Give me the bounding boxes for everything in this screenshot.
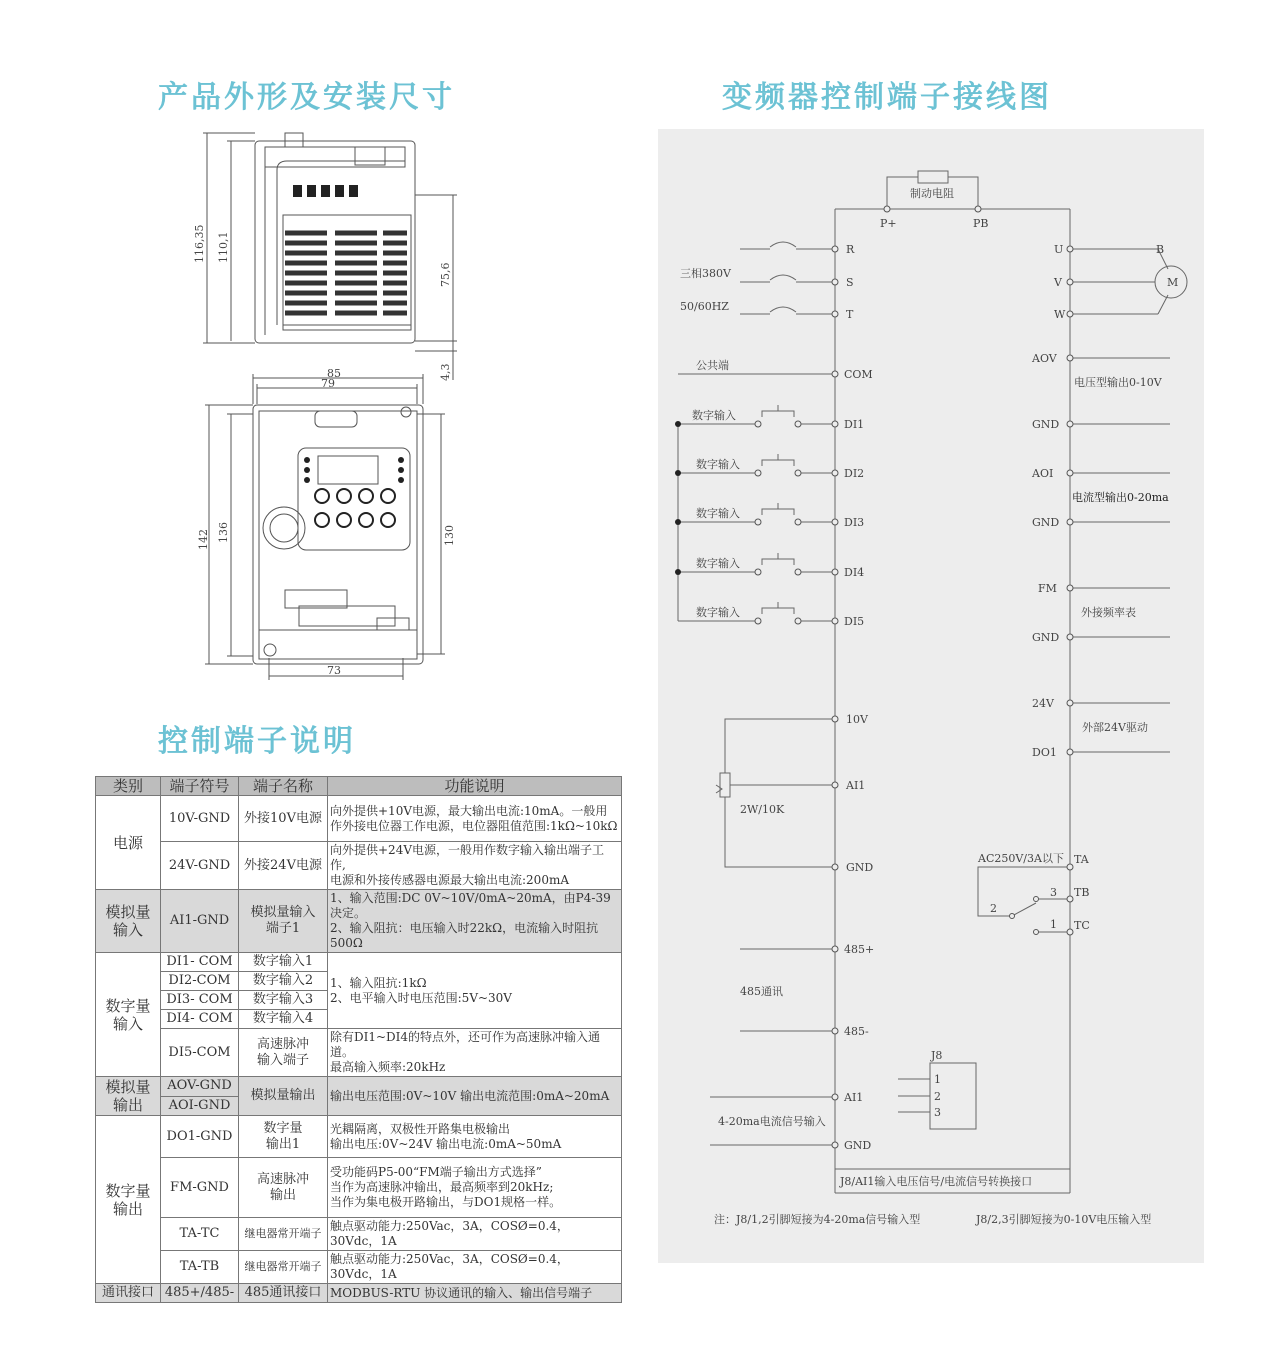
label-digital-input-1: 数字输入 [692, 409, 736, 422]
label-ta: TA [1074, 853, 1089, 866]
dimensions-title: 产品外形及安装尺寸 [158, 80, 455, 115]
sym-di4: DI4- COM [161, 1010, 239, 1029]
sym-ta-tc: TA-TC [161, 1218, 239, 1251]
desc-10v: 向外提供+10V电源，最大输出电流:10mA。一般用 作外接电位器工作电源，电位器阻值范围:1kΩ~10kΩ [328, 796, 622, 842]
label-485-minus: 485- [844, 1025, 869, 1038]
desc-di5: 除有DI1~DI4的特点外，还可作为高速脉冲输入通道。 最高输入频率:20kHz [328, 1029, 622, 1077]
table-row [96, 796, 622, 842]
label-j8-pin-3: 3 [934, 1106, 941, 1119]
label-relay-3: 3 [1050, 886, 1057, 899]
label-digital-input-5: 数字输入 [696, 606, 740, 619]
label-j8-pin-2: 2 [934, 1090, 941, 1103]
dim-136: 136 [217, 522, 230, 543]
desc-ta-tc: 触点驱动能力:250Vac，3A，COSØ=0.4，30Vdc，1A [328, 1218, 622, 1251]
name-ai1: 模拟量输入 端子1 [239, 890, 328, 953]
name-di1: 数字输入1 [239, 953, 328, 972]
dim-75-6: 75,6 [439, 262, 452, 287]
label-relay-rating: AC250V/3A以下 [978, 852, 1064, 865]
sym-aov: AOV-GND [161, 1077, 239, 1097]
cat-digital-in: 数字量 输入 [96, 953, 161, 1077]
name-ao: 模拟量输出 [239, 1077, 328, 1116]
name-24v: 外接24V电源 [239, 842, 328, 890]
sym-24v: 24V-GND [161, 842, 239, 890]
label-di4: DI4 [844, 566, 865, 579]
label-aov: AOV [1032, 352, 1057, 365]
name-di2: 数字输入2 [239, 972, 328, 991]
dim-110-1: 110,1 [217, 231, 230, 263]
label-gnd-2: GND [1032, 516, 1060, 529]
label-p-plus: P+ [880, 217, 897, 230]
dim-73: 73 [327, 664, 341, 677]
sym-ai1: AI1-GND [161, 890, 239, 953]
label-u: U [1054, 243, 1064, 256]
dim-130: 130 [443, 525, 456, 546]
label-r: R [846, 243, 855, 256]
sym-fm: FM-GND [161, 1158, 239, 1218]
sym-ta-tb: TA-TB [161, 1251, 239, 1284]
label-pot: 2W/10K [740, 803, 785, 816]
desc-24v: 向外提供+24V电源，一般用作数字输入输出端子工作, 电源和外接传感器电源最大输出电流:200mA [328, 842, 622, 890]
desc-ai1: 1、输入范围:DC 0V~10V/0mA~20mA，由P4-39决定。 2、输入阻抗：电压输入时22kΩ，电流输入时阻抗500Ω [328, 890, 622, 953]
terminal-table [95, 776, 622, 1303]
note-2: J8/2,3引脚短接为0-10V电压输入型 [976, 1213, 1152, 1226]
header-function: 功能说明 [328, 777, 622, 796]
label-485: 485通讯 [740, 985, 783, 998]
dim-85: 85 [327, 368, 341, 380]
cat-comm: 通讯接口 [96, 1284, 161, 1303]
label-fm: FM [1038, 582, 1057, 595]
table-row [96, 1077, 622, 1097]
label-v: V [1054, 276, 1062, 289]
label-com: COM [844, 368, 873, 381]
sym-10v: 10V-GND [161, 796, 239, 842]
label-di1: DI1 [844, 418, 865, 431]
cat-analog-in: 模拟量 输入 [96, 890, 161, 953]
table-row [96, 1218, 622, 1251]
dim-4-3: 4,3 [439, 363, 452, 381]
name-10v: 外接10V电源 [239, 796, 328, 842]
sym-di3: DI3- COM [161, 991, 239, 1010]
top-view-drawing [185, 125, 475, 390]
label-w: W [1054, 308, 1066, 321]
label-j8: J8 [931, 1049, 943, 1062]
sym-di2: DI2-COM [161, 972, 239, 991]
label-common: 公共端 [696, 359, 729, 372]
label-current-input: 4-20ma电流信号输入 [718, 1115, 826, 1128]
label-ai1: AI1 [846, 779, 866, 792]
name-do1: 数字量 输出1 [239, 1116, 328, 1158]
desc-ta-tb: 触点驱动能力:250Vac，3A，COSØ=0.4，30Vdc，1A [328, 1251, 622, 1284]
label-t: T [846, 308, 854, 321]
label-do1: DO1 [1032, 746, 1057, 759]
desc-do1: 光耦隔离，双极性开路集电极输出 输出电压:0V~24V 输出电流:0mA~50mA [328, 1116, 622, 1158]
name-ta-tb: 继电器常开端子 [239, 1251, 328, 1284]
name-485: 485通讯接口 [239, 1284, 328, 1303]
wiring-diagram [658, 129, 1204, 1263]
cat-digital-out: 数字量 输出 [96, 1116, 161, 1284]
table-row [96, 1251, 622, 1284]
name-ta-tc: 继电器常开端子 [239, 1218, 328, 1251]
sym-aoi: AOI-GND [161, 1096, 239, 1116]
label-relay-2: 2 [990, 902, 997, 915]
label-gnd-5: GND [844, 1139, 872, 1152]
label-three-phase: 三相380V [680, 267, 731, 280]
table-row [96, 1158, 622, 1218]
label-tb: TB [1074, 886, 1090, 899]
sym-di1: DI1- COM [161, 953, 239, 972]
label-b: B [1156, 243, 1165, 256]
label-freq: 50/60HZ [680, 300, 729, 313]
table-row [96, 1116, 622, 1158]
sym-di5: DI5-COM [161, 1029, 239, 1077]
label-di3: DI3 [844, 516, 865, 529]
desc-fm: 受功能码P5-00“FM端子输出方式选择” 当作为高速脉冲输出，最高频率到20kHz; 当作为集电极开路输出，与DO1规格一样。 [328, 1158, 622, 1218]
dim-142: 142 [197, 529, 210, 550]
table-row [96, 953, 622, 972]
label-digital-input-2: 数字输入 [696, 458, 740, 471]
name-di4: 数字输入4 [239, 1010, 328, 1029]
label-gnd-3: GND [1032, 631, 1060, 644]
label-485-plus: 485+ [844, 943, 875, 956]
header-name: 端子名称 [239, 777, 328, 796]
name-di5: 高速脉冲 输入端子 [239, 1029, 328, 1077]
table-row [96, 842, 622, 890]
label-relay-1: 1 [1050, 918, 1057, 931]
label-s: S [846, 276, 854, 289]
cat-power: 电源 [96, 796, 161, 890]
name-fm: 高速脉冲 输出 [239, 1158, 328, 1218]
label-j8-desc: J8/AI1输入电压信号/电流信号转换接口 [840, 1175, 1033, 1188]
cat-analog-out: 模拟量 输出 [96, 1077, 161, 1116]
motor-icon: M [1167, 276, 1179, 289]
label-10v: 10V [846, 713, 868, 726]
label-aoi-desc: 电流型输出0-20ma [1072, 491, 1169, 504]
label-gnd-4: GND [846, 861, 874, 874]
table-row [96, 1029, 622, 1077]
label-j8-pin-1: 1 [934, 1073, 941, 1086]
table-header-row [96, 777, 622, 796]
wiring-title: 变频器控制端子接线图 [722, 80, 1052, 115]
label-aoi: AOI [1032, 467, 1054, 480]
label-24v: 24V [1032, 697, 1054, 710]
desc-485: MODBUS-RTU 协议通讯的输入、输出信号端子 [328, 1284, 622, 1303]
label-digital-input-4: 数字输入 [696, 557, 740, 570]
name-di3: 数字输入3 [239, 991, 328, 1010]
dim-116-35: 116,35 [193, 224, 206, 263]
desc-di: 1、输入阻抗:1kΩ 2、电平输入时电压范围:5V~30V [328, 953, 622, 1029]
label-fm-desc: 外接频率表 [1081, 606, 1136, 619]
front-view-drawing [195, 368, 470, 683]
terminals-title: 控制端子说明 [158, 724, 356, 759]
label-aov-desc: 电压型输出0-10V [1074, 376, 1162, 389]
label-ai1-bottom: AI1 [844, 1091, 864, 1104]
table-row [96, 890, 622, 953]
desc-ao: 输出电压范围:0V~10V 输出电流范围:0mA~20mA [328, 1077, 622, 1116]
label-gnd-1: GND [1032, 418, 1060, 431]
header-category: 类别 [96, 777, 161, 796]
table-row [96, 1284, 622, 1303]
label-tc: TC [1074, 919, 1090, 932]
label-di2: DI2 [844, 467, 865, 480]
dim-79: 79 [321, 377, 335, 390]
label-24v-desc: 外部24V驱动 [1082, 721, 1148, 734]
header-symbol: 端子符号 [161, 777, 239, 796]
note-1: 注：J8/1,2引脚短接为4-20ma信号输入型 [714, 1213, 921, 1226]
sym-485: 485+/485- [161, 1284, 239, 1303]
label-di5: DI5 [844, 615, 865, 628]
label-digital-input-3: 数字输入 [696, 507, 740, 520]
sym-do1: DO1-GND [161, 1116, 239, 1158]
label-brake-resistor: 制动电阻 [910, 187, 954, 200]
label-pb: PB [973, 217, 989, 230]
